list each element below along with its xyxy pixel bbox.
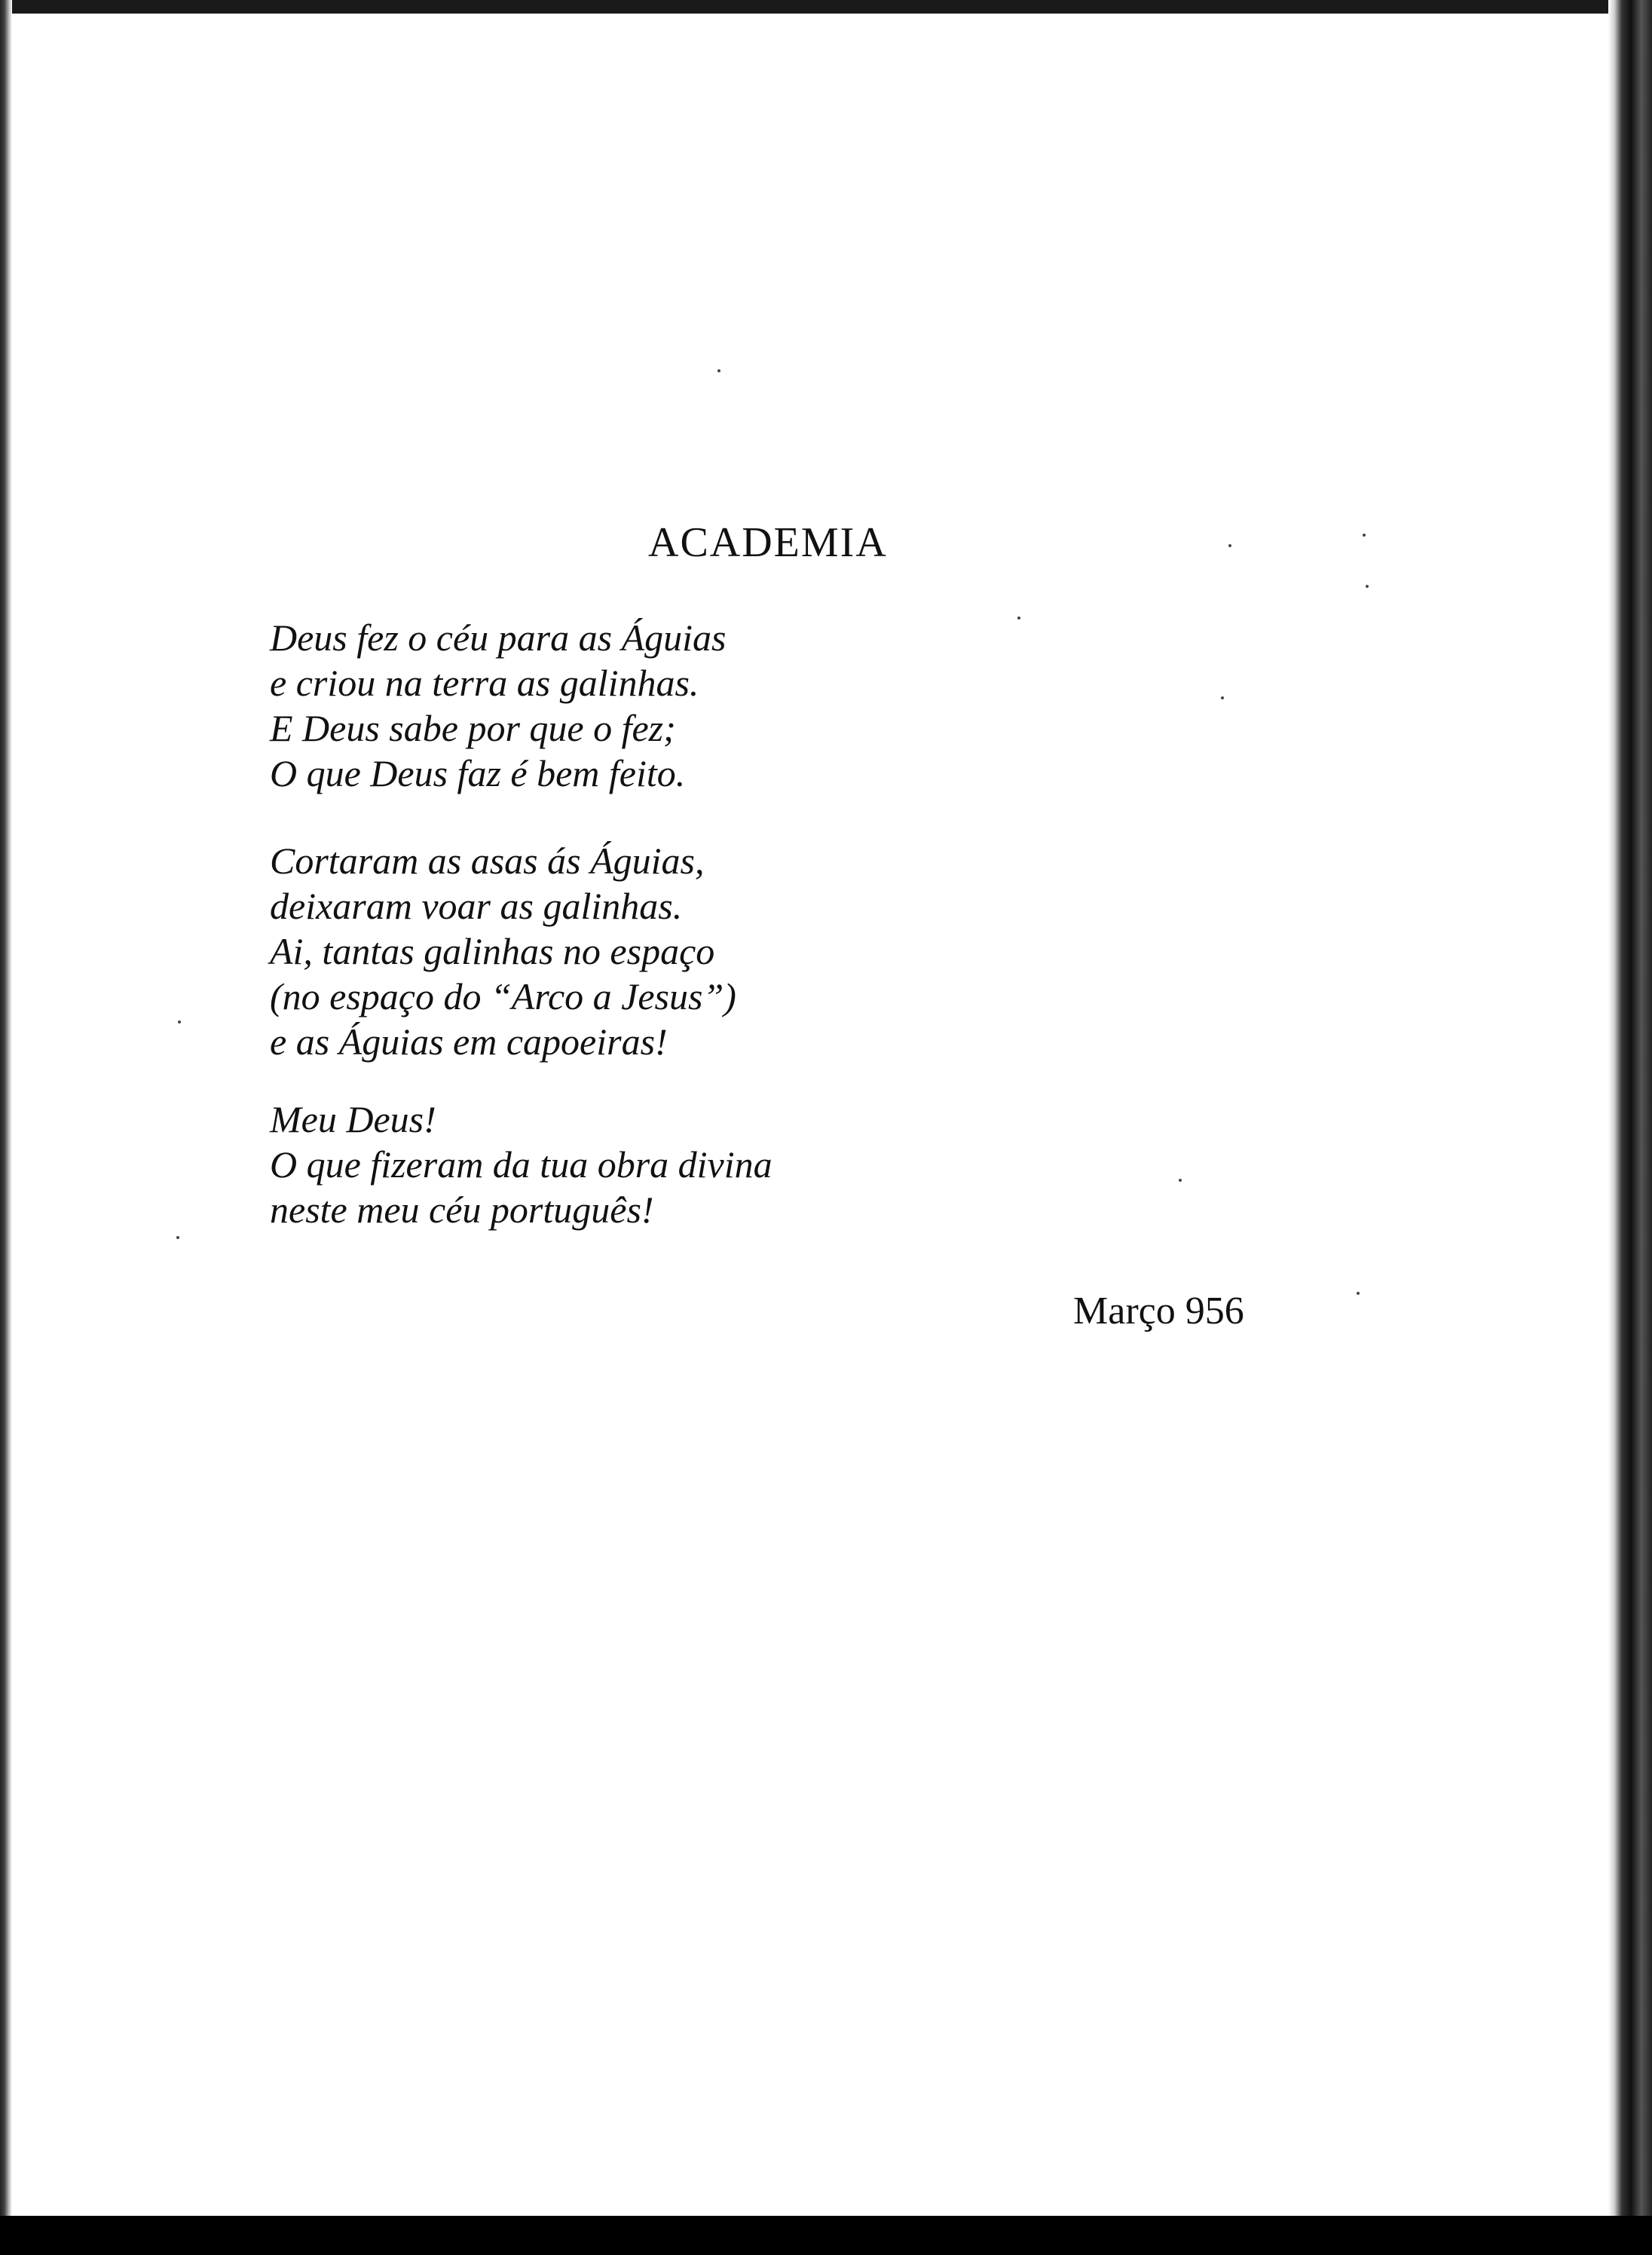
scan-speck bbox=[1228, 544, 1231, 547]
scan-speck bbox=[1017, 617, 1020, 620]
poem-line: Deus fez o céu para as Águias bbox=[270, 617, 727, 659]
poem-line: e criou na terra as galinhas. bbox=[270, 662, 699, 704]
scan-speck bbox=[178, 1020, 181, 1023]
poem-line: Ai, tantas galinhas no espaço bbox=[270, 930, 715, 972]
poem-line: Cortaram as asas ás Águias, bbox=[270, 840, 705, 882]
scan-speck bbox=[1363, 534, 1366, 537]
scan-edge-top bbox=[0, 0, 1620, 14]
poem-date: Março 956 bbox=[1073, 1290, 1244, 1332]
scan-speck bbox=[176, 1236, 179, 1239]
poem-line: neste meu céu português! bbox=[270, 1189, 654, 1231]
poem-line: e as Águias em capoeiras! bbox=[270, 1020, 668, 1063]
scan-speck bbox=[1357, 1292, 1360, 1295]
scan-speck bbox=[1179, 1179, 1182, 1182]
stanza-2 bbox=[270, 838, 736, 1064]
poem-line: Meu Deus! bbox=[270, 1098, 436, 1140]
scan-edge-bottom bbox=[0, 2216, 1652, 2255]
scan-edge-left bbox=[0, 0, 12, 2255]
poem-line: O que Deus faz é bem feito. bbox=[270, 752, 686, 794]
scan-speck bbox=[1221, 696, 1224, 699]
poem-line: deixaram voar as galinhas. bbox=[270, 885, 683, 927]
poem-title: ACADEMIA bbox=[648, 519, 888, 566]
stanza-1 bbox=[270, 615, 727, 796]
scan-edge-right bbox=[1608, 0, 1652, 2255]
scan-speck bbox=[1366, 585, 1369, 588]
scan-speck bbox=[717, 369, 720, 372]
poem-line: (no espaço do “Arco a Jesus”) bbox=[270, 975, 736, 1017]
poem-line: O que fizeram da tua obra divina bbox=[270, 1143, 772, 1186]
poem-line: E Deus sabe por que o fez; bbox=[270, 707, 676, 749]
stanza-3 bbox=[270, 1097, 772, 1232]
